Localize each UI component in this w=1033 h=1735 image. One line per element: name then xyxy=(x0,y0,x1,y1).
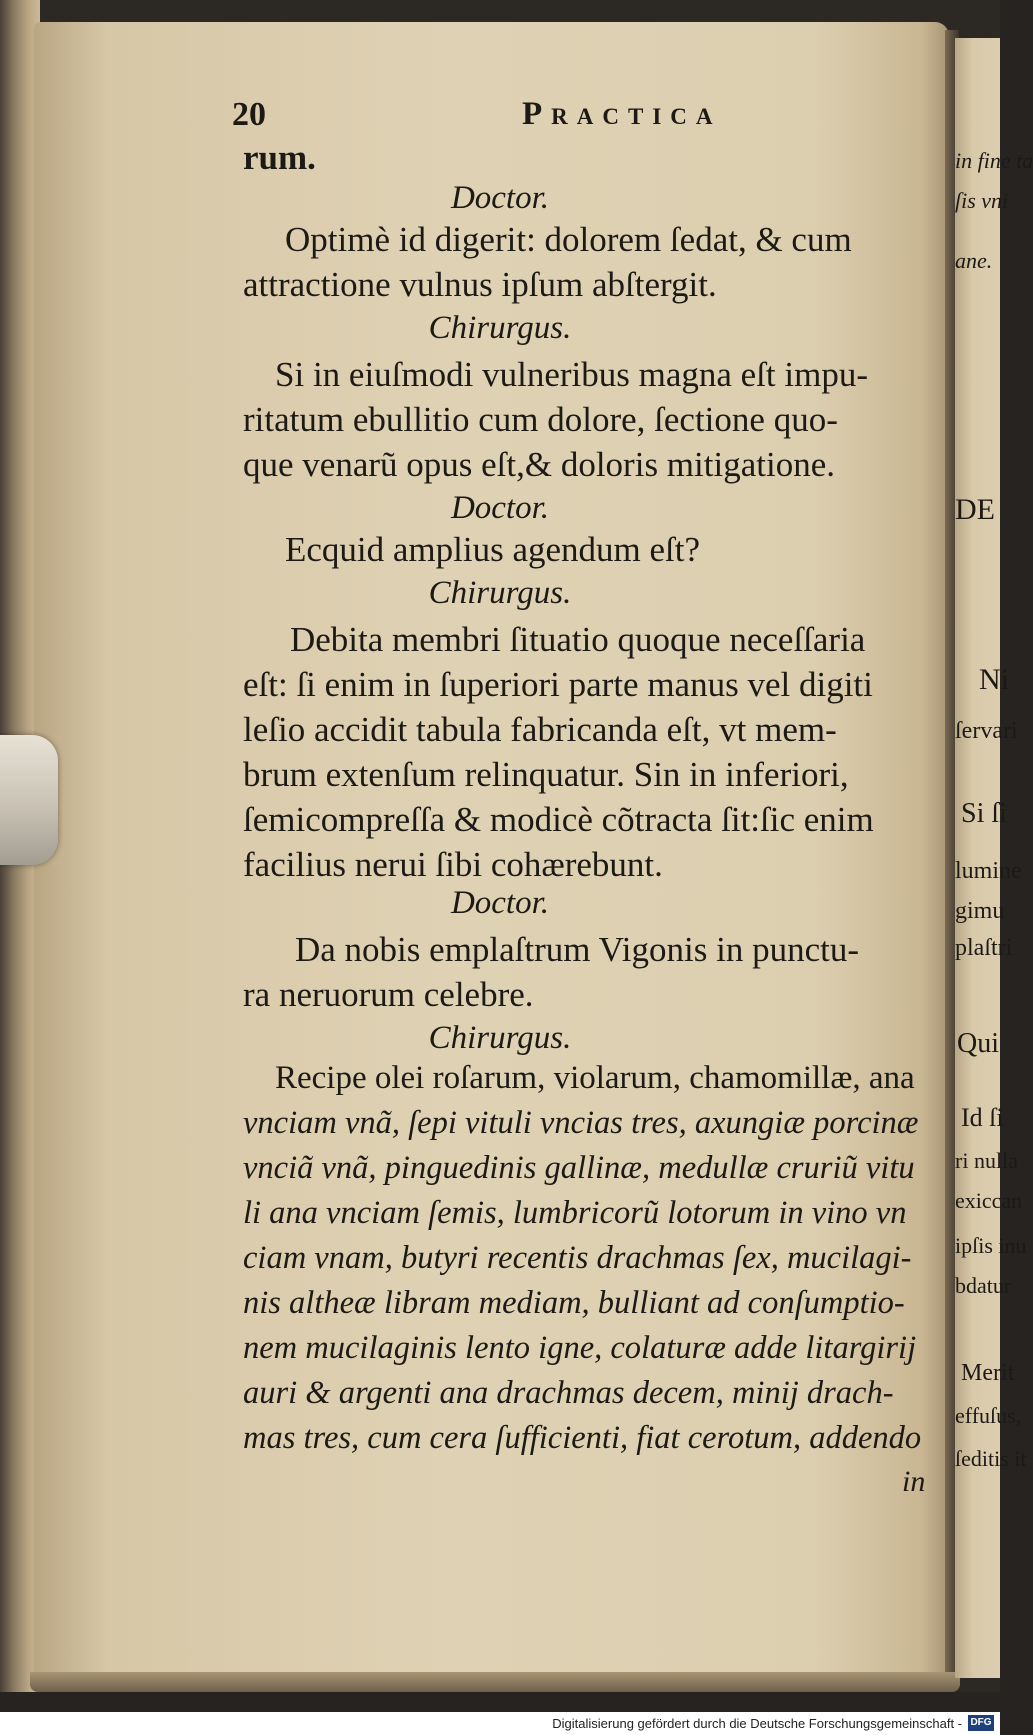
text-line: ra neruorum celebre. xyxy=(243,975,534,1014)
text-line: ciam vnam, butyri recentis drachmas ſex, mucilagi- xyxy=(243,1240,912,1276)
speaker-label: Doctor. xyxy=(450,885,550,921)
facing-fragment: ſervari xyxy=(955,718,1018,744)
speaker-label: Doctor. xyxy=(450,490,550,526)
text-line: Si in eiuſmodi vulneribus magna eſt impu- xyxy=(275,355,868,394)
catchword: in xyxy=(902,1465,926,1498)
text-line: attractione vulnus ipſum abſtergit. xyxy=(243,265,717,304)
text-line: rum. xyxy=(243,138,316,177)
page-number: 20 xyxy=(232,96,266,133)
facing-fragment: Qui xyxy=(957,1028,999,1059)
text-line: auri & argenti ana drachmas decem, minij drach- xyxy=(243,1375,894,1411)
text-line: ſemicompreſſa & modicè cõtracta ſit:ſic enim xyxy=(243,800,874,839)
facing-fragment: bdatur xyxy=(955,1273,1012,1298)
dfg-logo: DFG xyxy=(968,1715,994,1731)
facing-fragment: DE xyxy=(955,493,995,526)
text-line: Da nobis emplaſtrum Vigonis in punctu- xyxy=(295,930,859,969)
text-line: ritatum ebullitio cum dolore, ſectione quo- xyxy=(243,400,838,439)
text-line: Optimè id digerit: dolorem ſedat, & cum xyxy=(285,220,852,259)
speaker-label: Chirurgus. xyxy=(428,310,572,346)
text-line: li ana vnciam ſemis, lumbricorũ lotorum in vino vn xyxy=(243,1195,907,1231)
text-line: Recipe olei roſarum, violarum, chamomillæ, ana xyxy=(275,1060,915,1096)
digitization-footer xyxy=(0,1712,1000,1735)
footer-credit: Digitalisierung gefördert durch die Deutsche Forschungsgemeinschaft - xyxy=(552,1716,962,1731)
facing-fragment: ri nulla xyxy=(955,1148,1018,1173)
facing-fragment: Id ſi xyxy=(961,1103,1004,1132)
facing-fragment: Merit xyxy=(961,1360,1015,1386)
text-line: vnciam vnã, ſepi vituli vncias tres, axungiæ porcinæ xyxy=(243,1105,919,1141)
facing-fragment: ane. xyxy=(955,248,993,273)
facing-fragment: gimu xyxy=(955,898,1005,924)
text-line: nis altheæ libram mediam, bulliant ad conſumptio- xyxy=(243,1285,905,1321)
running-title: Practica xyxy=(522,96,722,132)
speaker-label: Doctor. xyxy=(450,180,550,216)
speaker-label: Chirurgus. xyxy=(428,1020,572,1056)
page-holder-clip xyxy=(0,735,58,865)
facing-fragment: exiccan xyxy=(955,1188,1023,1213)
facing-fragment: ſis vni xyxy=(955,188,1009,213)
facing-page xyxy=(955,38,1033,1678)
facing-fragment: effuſus, xyxy=(955,1403,1022,1428)
text-line: vnciã vnã, pinguedinis gallinæ, medullæ cruriũ vitu xyxy=(243,1150,915,1186)
facing-fragment: ſeditis it xyxy=(955,1446,1027,1471)
text-line: brum extenſum relinquatur. Sin in inferiori, xyxy=(243,755,849,794)
facing-fragment: plaſtri xyxy=(955,935,1013,961)
facing-fragment: ipſis inu xyxy=(955,1233,1027,1258)
text-line: leſio accidit tabula fabricanda eſt, vt mem- xyxy=(243,710,837,749)
text-line: Ecquid amplius agendum eſt? xyxy=(285,530,701,569)
text-line: nem mucilaginis lento igne, colaturæ adde litargirij xyxy=(243,1330,917,1366)
facing-fragment: lumine xyxy=(955,858,1022,884)
text-line: mas tres, cum cera ſufficienti, fiat cerotum, addendo xyxy=(243,1420,922,1456)
speaker-label: Chirurgus. xyxy=(428,575,572,611)
facing-fragment: Si ſi xyxy=(961,798,1007,829)
page-bottom-edge xyxy=(30,1672,960,1692)
facing-fragment: in fine ta xyxy=(955,148,1033,173)
text-line: que venarũ opus eſt,& doloris mitigatione. xyxy=(243,445,835,484)
text-line: facilius nerui ſibi cohærebunt. xyxy=(243,845,663,884)
text-line: eſt: ſi enim in ſuperiori parte manus vel digiti xyxy=(243,665,873,704)
text-line: Debita membri ſituatio quoque neceſſaria xyxy=(290,620,866,659)
facing-fragment: Ni xyxy=(979,663,1009,696)
